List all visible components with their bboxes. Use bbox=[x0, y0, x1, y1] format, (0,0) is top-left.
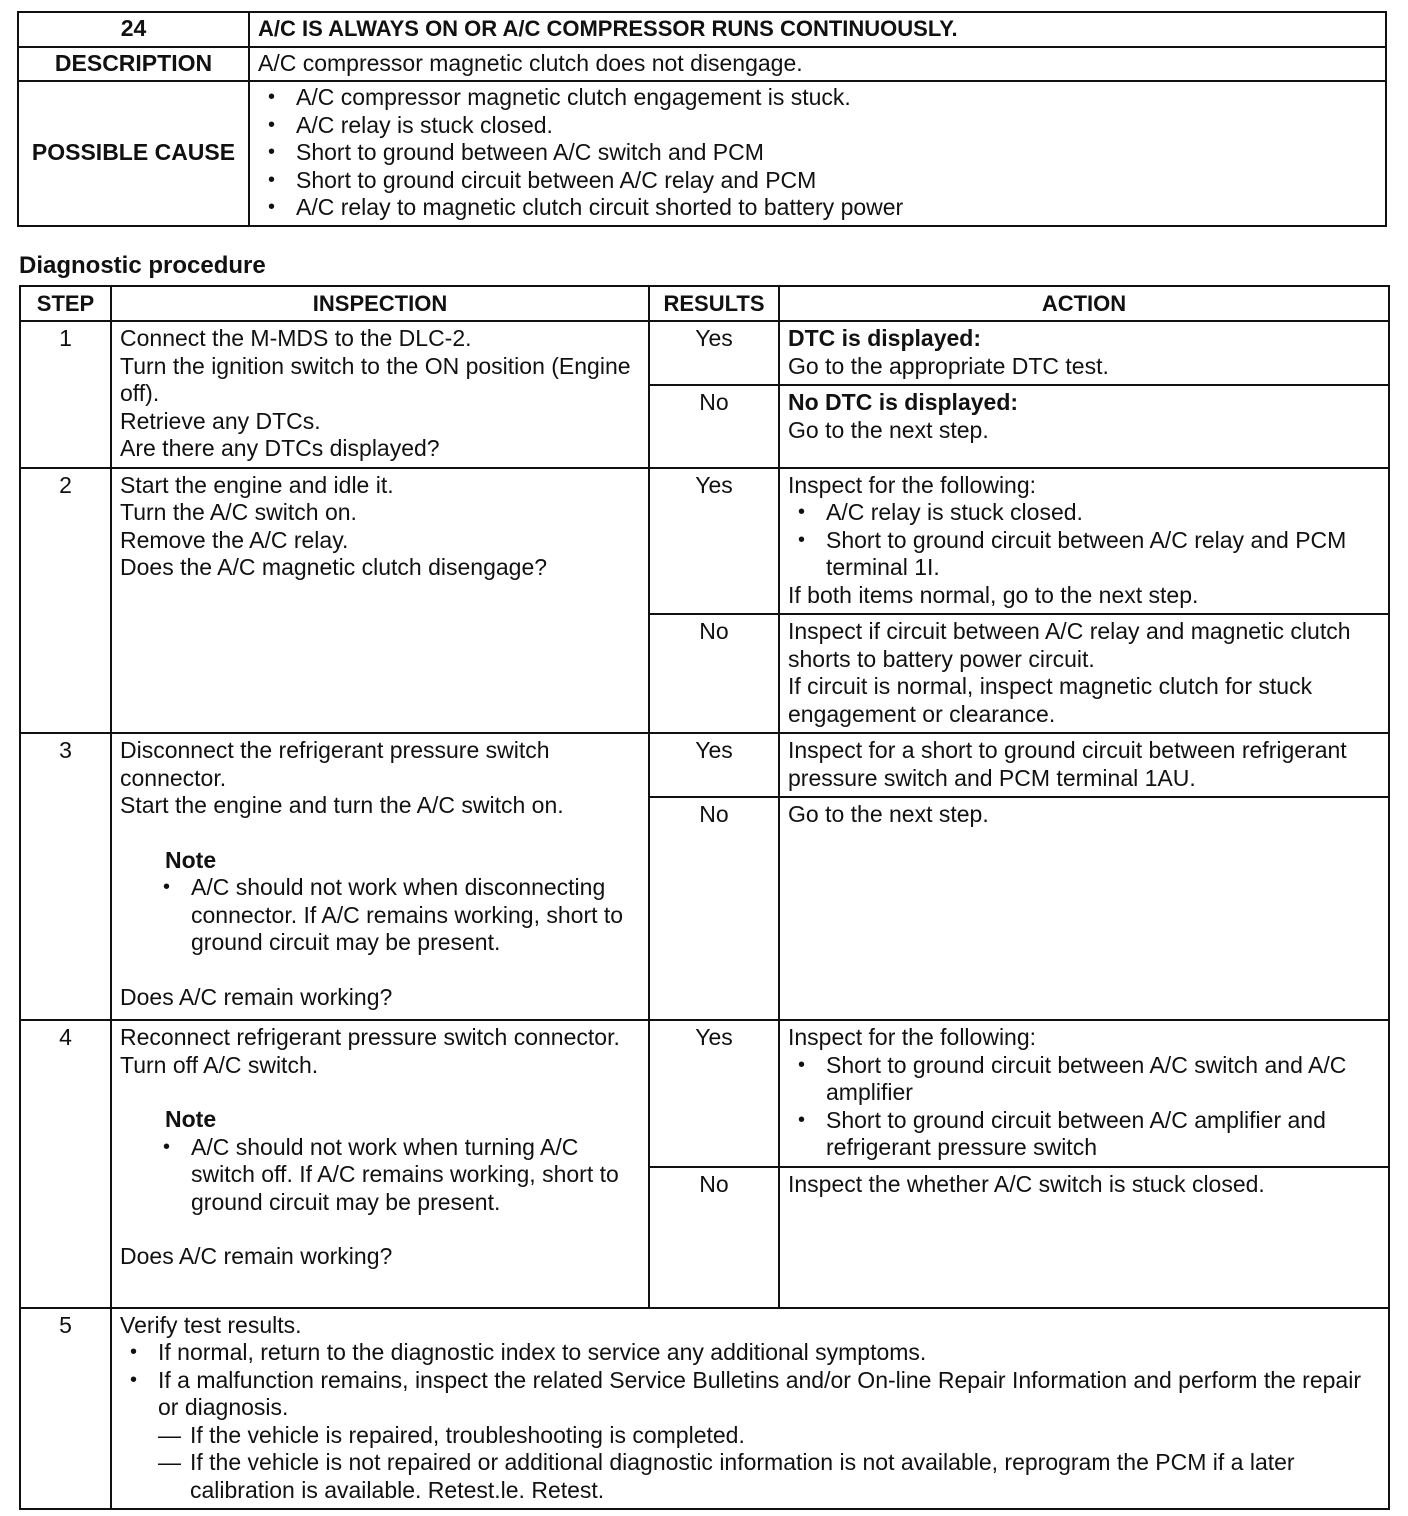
column-header-results: RESULTS bbox=[649, 286, 779, 321]
column-header-action: ACTION bbox=[779, 286, 1389, 321]
step-number: 2 bbox=[20, 468, 111, 734]
list-item: • A/C relay is stuck closed. bbox=[788, 499, 1380, 527]
action-cell bbox=[779, 385, 1389, 467]
inspection-line: Turn the ignition switch to the ON position (Engine off). bbox=[120, 352, 631, 406]
inspection-question: Does A/C remain working? bbox=[120, 1243, 393, 1269]
inspection-question: Does A/C remain working? bbox=[120, 983, 393, 1010]
verify-cell bbox=[111, 1308, 1389, 1510]
action-heading: DTC is displayed: bbox=[788, 325, 981, 351]
action-cell bbox=[779, 321, 1389, 385]
step-number: 5 bbox=[20, 1308, 111, 1510]
list-item: • Short to ground circuit between A/C relay and PCM terminal 1I. bbox=[788, 527, 1380, 582]
list-item: • If a malfunction remains, inspect the related Service Bulletins and/or On-line Repair Information and perform the repair or diagnosis. bbox=[120, 1367, 1380, 1422]
inspection-line: Retrieve any DTCs. bbox=[120, 407, 321, 434]
action-cell: Inspect the whether A/C switch is stuck closed. bbox=[779, 1167, 1389, 1308]
action-intro: Inspect for the following: bbox=[788, 471, 1037, 498]
title-row bbox=[18, 12, 1386, 47]
action-cell: Inspect for a short to ground circuit between refrigerant pressure switch and PCM terminal 1AU. bbox=[779, 733, 1389, 797]
column-header-step: STEP bbox=[20, 286, 111, 321]
action-list bbox=[788, 499, 1380, 582]
step-number: 3 bbox=[20, 733, 111, 1020]
action-cell: Go to the next step. bbox=[779, 797, 1389, 1020]
possible-cause-label: POSSIBLE CAUSE bbox=[18, 81, 249, 226]
section-number: 24 bbox=[18, 12, 249, 47]
inspection-line: Turn off A/C switch. bbox=[120, 1051, 319, 1078]
table-row bbox=[20, 733, 1389, 797]
list-item: • Short to ground circuit between A/C relay and PCM bbox=[258, 167, 1377, 195]
list-item: • A/C compressor magnetic clutch engagement is stuck. bbox=[258, 84, 1377, 112]
result-no: No bbox=[649, 1167, 779, 1308]
table-row bbox=[20, 468, 1389, 615]
inspection-line: Start the engine and turn the A/C switch on. bbox=[120, 792, 564, 818]
action-outro: If both items normal, go to the next step. bbox=[788, 581, 1199, 608]
verify-list bbox=[120, 1339, 1380, 1422]
description-label: DESCRIPTION bbox=[18, 47, 249, 82]
inspection-cell bbox=[111, 468, 649, 734]
action-cell bbox=[779, 614, 1389, 733]
list-item: • A/C should not work when disconnecting connector. If A/C remains working, short to ground circuit may be present. bbox=[153, 874, 640, 957]
step-number: 4 bbox=[20, 1020, 111, 1308]
inspection-cell bbox=[111, 733, 649, 1020]
header-table bbox=[17, 11, 1387, 227]
list-item: • A/C relay is stuck closed. bbox=[258, 112, 1377, 140]
inspection-line: Remove the A/C relay. bbox=[120, 526, 349, 553]
inspection-cell bbox=[111, 1020, 649, 1308]
result-yes: Yes bbox=[649, 1020, 779, 1167]
list-item: • A/C relay to magnetic clutch circuit shorted to battery power bbox=[258, 194, 1377, 222]
note-list bbox=[153, 874, 640, 957]
action-heading: No DTC is displayed: bbox=[788, 389, 1019, 416]
inspection-line: Start the engine and idle it. bbox=[120, 471, 394, 498]
list-item: • A/C should not work when turning A/C switch off. If A/C remains working, short to ground circuit may be present. bbox=[153, 1134, 640, 1217]
action-text: Go to the next step. bbox=[788, 416, 989, 443]
diagnostic-procedure-heading: Diagnostic procedure bbox=[19, 252, 266, 279]
inspection-line: Connect the M-MDS to the DLC-2. bbox=[120, 325, 472, 351]
list-item: • Short to ground circuit between A/C switch and A/C amplifier bbox=[788, 1052, 1380, 1107]
list-item: • Short to ground circuit between A/C amplifier and refrigerant pressure switch bbox=[788, 1107, 1380, 1162]
result-no: No bbox=[649, 797, 779, 1020]
note-label: Note bbox=[165, 846, 217, 873]
action-text: Inspect if circuit between A/C relay and magnetic clutch shorts to battery power circuit. bbox=[788, 618, 1351, 672]
list-item: — If the vehicle is not repaired or additional diagnostic information is not available, reprogram the PCM if a later calibration is available. Retest.le. Retest. bbox=[158, 1449, 1380, 1504]
table-row bbox=[20, 1308, 1389, 1510]
note-label: Note bbox=[165, 1106, 217, 1132]
action-intro: Inspect for the following: bbox=[788, 1024, 1037, 1050]
description-text: A/C compressor magnetic clutch does not disengage. bbox=[249, 47, 1386, 82]
inspection-line: Are there any DTCs displayed? bbox=[120, 435, 440, 461]
action-cell bbox=[779, 1020, 1389, 1167]
result-yes: Yes bbox=[649, 733, 779, 797]
section-title: A/C IS ALWAYS ON OR A/C COMPRESSOR RUNS CONTINUOUSLY. bbox=[249, 12, 1386, 47]
list-item: • If normal, return to the diagnostic index to service any additional symptoms. bbox=[120, 1339, 1380, 1367]
inspection-line: Turn the A/C switch on. bbox=[120, 499, 357, 525]
action-text: Go to the appropriate DTC test. bbox=[788, 352, 1109, 379]
action-cell bbox=[779, 468, 1389, 615]
description-row bbox=[18, 47, 1386, 82]
table-row bbox=[20, 1020, 1389, 1167]
possible-cause-cell bbox=[249, 81, 1386, 226]
inspection-line: Disconnect the refrigerant pressure switch connector. bbox=[120, 737, 550, 791]
note-list bbox=[153, 1134, 640, 1217]
action-text: If circuit is normal, inspect magnetic clutch for stuck engagement or clearance. bbox=[788, 673, 1313, 727]
result-no: No bbox=[649, 614, 779, 733]
diagnostic-procedure-table bbox=[19, 285, 1390, 1510]
result-no: No bbox=[649, 385, 779, 467]
inspection-cell bbox=[111, 321, 649, 468]
possible-cause-row bbox=[18, 81, 1386, 226]
step-number: 1 bbox=[20, 321, 111, 468]
result-yes: Yes bbox=[649, 321, 779, 385]
list-item: • Short to ground between A/C switch and PCM bbox=[258, 139, 1377, 167]
inspection-line: Does the A/C magnetic clutch disengage? bbox=[120, 554, 548, 580]
list-item: — If the vehicle is repaired, troubleshooting is completed. bbox=[158, 1422, 1380, 1450]
table-row bbox=[20, 321, 1389, 385]
possible-cause-list bbox=[258, 84, 1377, 222]
result-yes: Yes bbox=[649, 468, 779, 615]
verify-sublist bbox=[158, 1422, 1380, 1505]
column-header-inspection: INSPECTION bbox=[111, 286, 649, 321]
verify-intro: Verify test results. bbox=[120, 1311, 302, 1338]
action-list bbox=[788, 1052, 1380, 1162]
table-header-row bbox=[20, 286, 1389, 321]
inspection-line: Reconnect refrigerant pressure switch connector. bbox=[120, 1024, 620, 1050]
